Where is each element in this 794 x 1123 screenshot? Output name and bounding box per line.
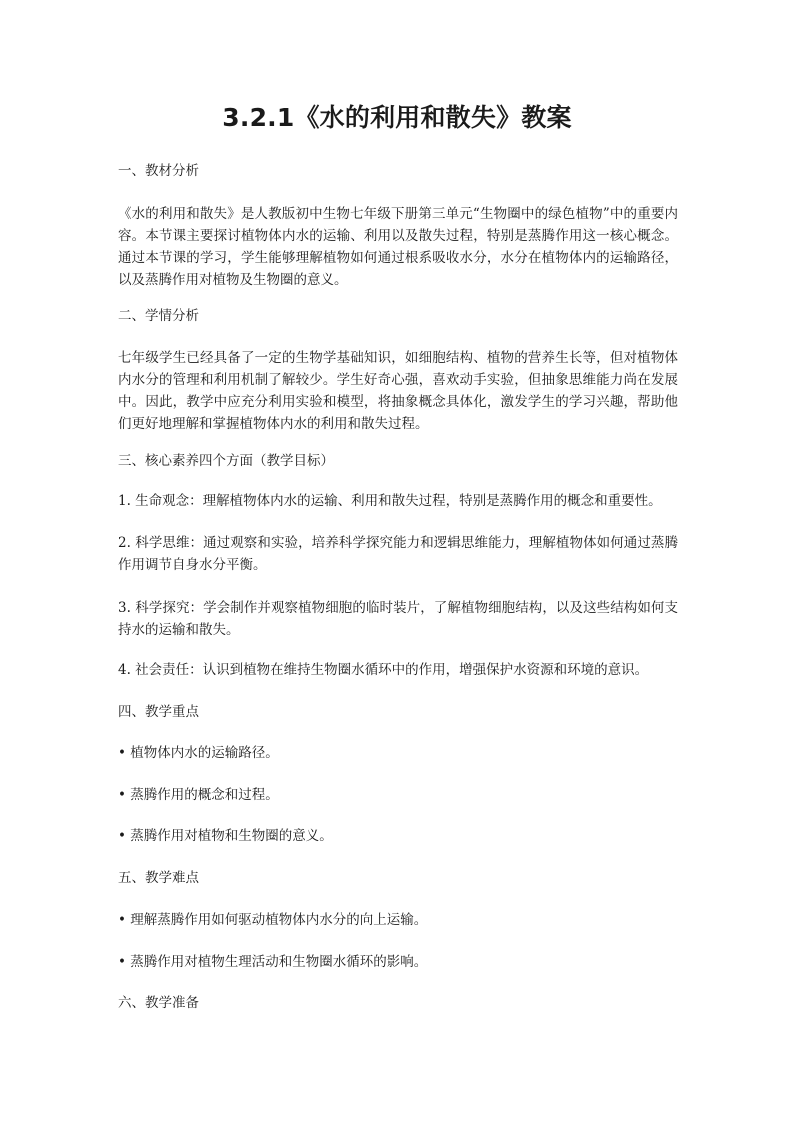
key-point-item: • 蒸腾作用的概念和过程。 xyxy=(118,787,279,803)
document-title: 3.2.1《水的利用和散失》教案 xyxy=(222,103,572,132)
section-heading-core-literacy: 三、核心素养四个方面（教学目标） xyxy=(118,453,334,469)
section-heading-teaching-material: 一、教材分析 xyxy=(118,163,199,179)
difficulty-item: • 理解蒸腾作用如何驱动植物体内水分的向上运输。 xyxy=(118,912,428,928)
paragraph-student-analysis: 七年级学生已经具备了一定的生物学基础知识，如细胞结构、植物的营养生长等，但对植物体内水分的管理和利用机制了解较少。学生好奇心强，喜欢动手实验，但抽象思维能力尚在发展中。因此，教学中应充分利用实验和模型，将抽象概念具体化，激发学生的学习兴趣，帮助他们更好地理解和掌握植物体内水的利用和散失过程。 xyxy=(118,350,678,432)
goal-item-social-responsibility: 4. 社会责任：认识到植物在维持生物圈水循环中的作用，增强保护水资源和环境的意识。 xyxy=(118,662,649,678)
section-heading-difficulties: 五、教学难点 xyxy=(118,870,199,886)
goal-item-scientific-thinking: 2. 科学思维：通过观察和实验，培养科学探究能力和逻辑思维能力，理解植物体如何通过蒸腾作用调节自身水分平衡。 xyxy=(118,535,678,573)
goal-item-scientific-inquiry: 3. 科学探究：学会制作并观察植物细胞的临时装片，了解植物细胞结构，以及这些结构如何支持水的运输和散失。 xyxy=(118,600,678,638)
key-point-item: • 蒸腾作用对植物和生物圈的意义。 xyxy=(118,828,333,844)
section-heading-student-analysis: 二、学情分析 xyxy=(118,308,199,324)
paragraph-teaching-material: 《水的利用和散失》是人教版初中生物七年级下册第三单元“生物圈中的绿色植物”中的重要内容。本节课主要探讨植物体内水的运输、利用以及散失过程，特别是蒸腾作用这一核心概念。通过本节课的学习，学生能够理解植物如何通过根系吸收水分，水分在植物体内的运输路径，以及蒸腾作用对植物及生物圈的意义。 xyxy=(118,206,678,288)
section-heading-preparation: 六、教学准备 xyxy=(118,995,199,1011)
goal-item-life-concept: 1. 生命观念：理解植物体内水的运输、利用和散失过程，特别是蒸腾作用的概念和重要性。 xyxy=(118,493,662,509)
section-heading-key-points: 四、教学重点 xyxy=(118,704,199,720)
key-point-item: • 植物体内水的运输路径。 xyxy=(118,745,279,761)
difficulty-item: • 蒸腾作用对植物生理活动和生物圈水循环的影响。 xyxy=(118,954,428,970)
